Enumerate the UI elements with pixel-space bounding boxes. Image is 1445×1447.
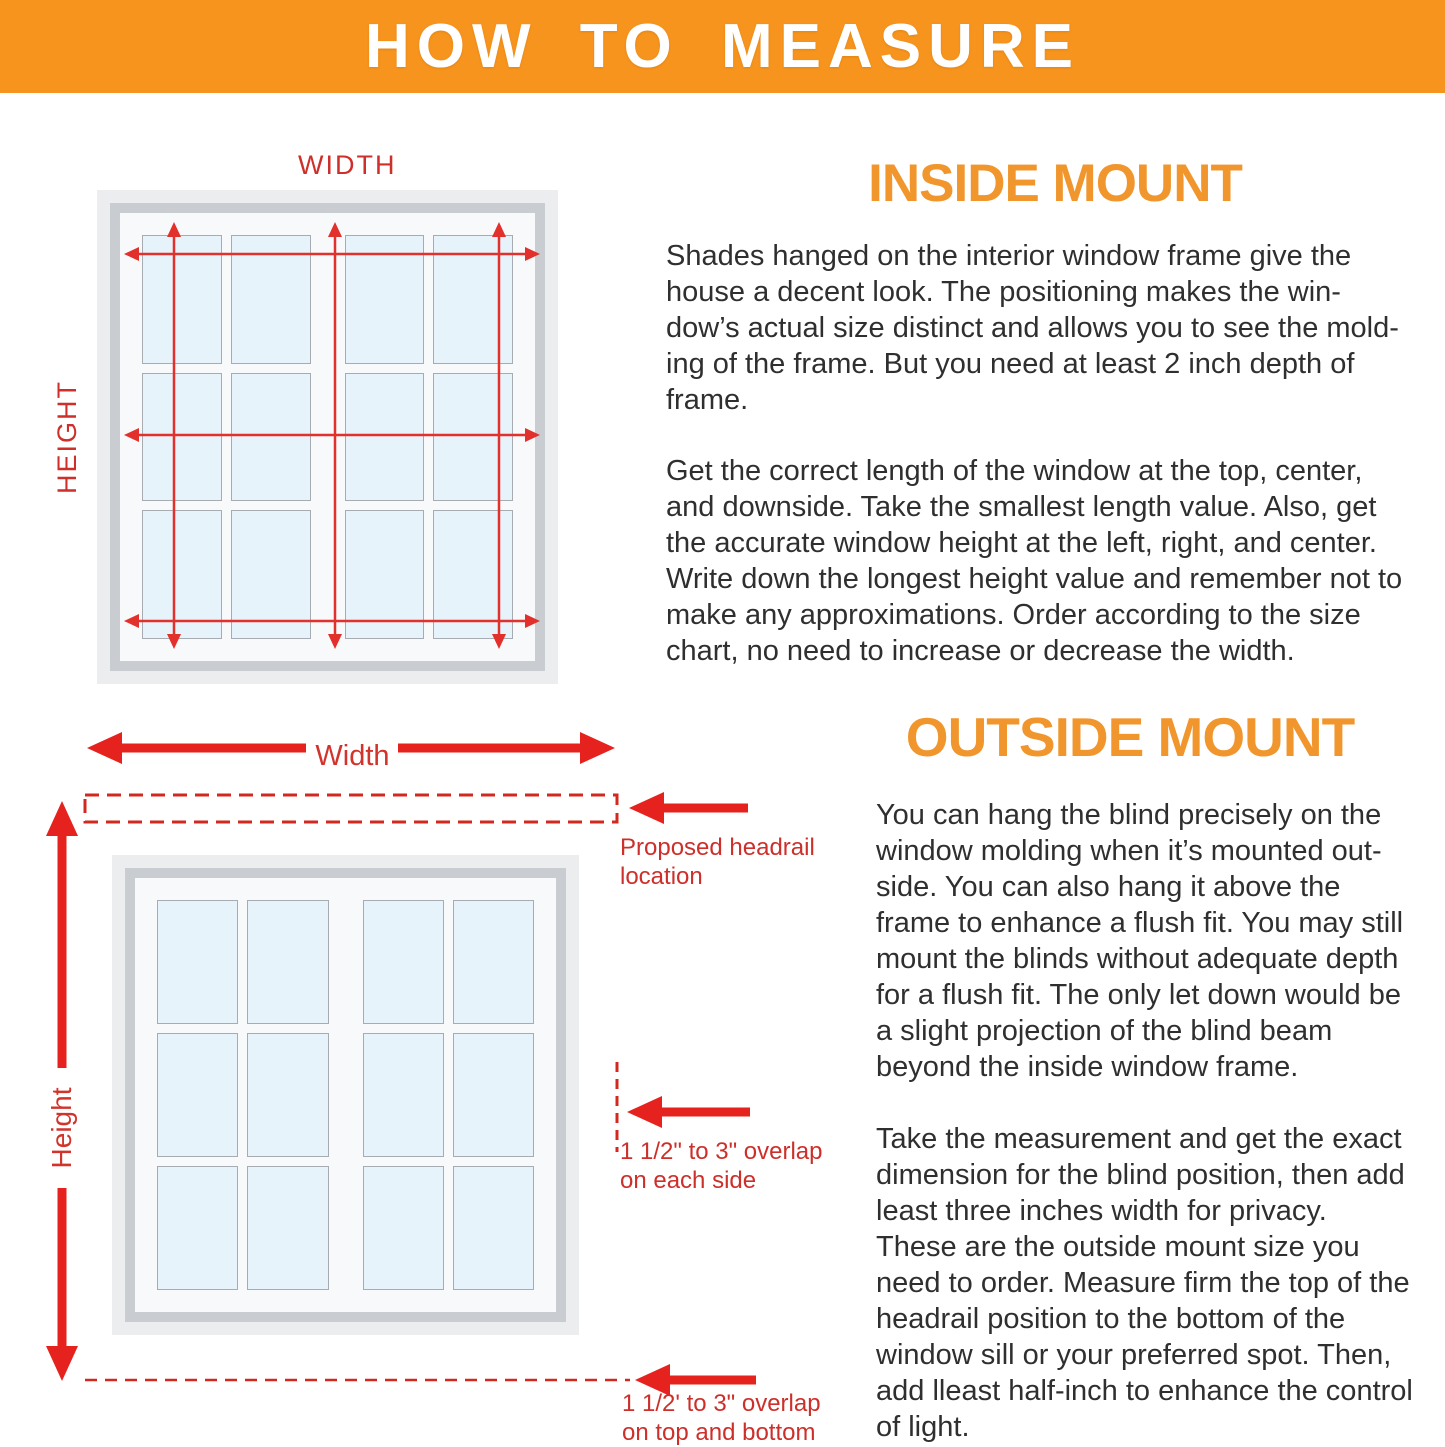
window-pane bbox=[345, 510, 425, 639]
window-pane bbox=[231, 373, 311, 502]
outside-mount-window-diagram bbox=[112, 855, 579, 1335]
window-pane bbox=[345, 373, 425, 502]
top-height-label: HEIGHT bbox=[52, 380, 82, 495]
window-pane bbox=[247, 1166, 328, 1290]
window-pane bbox=[247, 1033, 328, 1157]
inside-mount-heading: INSIDE MOUNT bbox=[868, 154, 1242, 213]
window-pane bbox=[231, 235, 311, 364]
bottom-width-label: Width bbox=[315, 740, 390, 772]
proposed-headrail-dashed-box bbox=[85, 795, 617, 822]
window-pane bbox=[231, 510, 311, 639]
bottom-height-label: Height bbox=[46, 1087, 77, 1169]
window-pane bbox=[363, 1166, 444, 1290]
top-width-label: WIDTH bbox=[298, 150, 397, 180]
window-pane bbox=[433, 510, 513, 639]
window-pane bbox=[453, 900, 534, 1024]
window-sash-left bbox=[157, 900, 329, 1290]
window-pane bbox=[363, 1033, 444, 1157]
window-sash-left bbox=[142, 235, 311, 639]
window-pane bbox=[157, 1033, 238, 1157]
window-pane bbox=[142, 235, 222, 364]
outside-mount-paragraph-1: You can hang the blind precisely on the window molding when it’s mounted out- side. You can also hang it above the frame to enhance a flush fit. You may still mount the blinds without adequate depth for a flush fit. The only let down would be a slight projection of the blind beam beyond the inside window frame. bbox=[876, 799, 1404, 1083]
inside-mount-window-diagram bbox=[97, 190, 558, 684]
window-sash-right bbox=[363, 900, 535, 1290]
window-pane bbox=[345, 235, 425, 364]
inside-mount-paragraph-1: Shades hanged on the interior window frame give the house a decent look. The positioning makes the win- dow’s actual size distinct and allows you to see the mold- ing of the frame. But you need at least 2 inch depth of frame. bbox=[666, 240, 1399, 416]
window-pane bbox=[433, 235, 513, 364]
window-pane bbox=[157, 900, 238, 1024]
side-overlap-label: 1 1/2" to 3" overlap on each side bbox=[620, 1138, 823, 1194]
window-frame-bevel bbox=[125, 868, 566, 1322]
window-pane bbox=[453, 1166, 534, 1290]
inside-mount-paragraph-2: Get the correct length of the window at the top, center, and downside. Take the smallest length value. Also, get the accurate window height at the left, right, and center. Write down the longest height value and remember not to make any approximations. Order according to the size chart, no need to increase or decrease the width. bbox=[666, 455, 1403, 667]
window-pane bbox=[247, 900, 328, 1024]
top-bottom-overlap-label: 1 1/2' to 3" overlap on top and bottom bbox=[622, 1390, 821, 1446]
window-sash-right bbox=[345, 235, 514, 639]
page-title: HOW TO MEASURE bbox=[365, 12, 1080, 81]
window-pane bbox=[453, 1033, 534, 1157]
window-pane bbox=[433, 373, 513, 502]
outside-mount-paragraph-2: Take the measurement and get the exact dimension for the blind position, then add least three inches width for privacy. These are the outside mount size you need to order. Measure firm the top of the headrail position to the bottom of the window sill or your preferred spot. Then, add lleast half-inch to enhance the control of light. bbox=[876, 1123, 1413, 1443]
window-pane bbox=[363, 900, 444, 1024]
window-sash bbox=[120, 213, 535, 661]
window-frame-bevel bbox=[110, 203, 545, 671]
outside-mount-heading: OUTSIDE MOUNT bbox=[905, 706, 1355, 768]
window-pane bbox=[142, 510, 222, 639]
proposed-headrail-label: Proposed headrail location bbox=[620, 834, 815, 890]
window-pane bbox=[157, 1166, 238, 1290]
window-pane bbox=[142, 373, 222, 502]
window-sash bbox=[135, 878, 556, 1312]
header-banner bbox=[0, 0, 1445, 93]
